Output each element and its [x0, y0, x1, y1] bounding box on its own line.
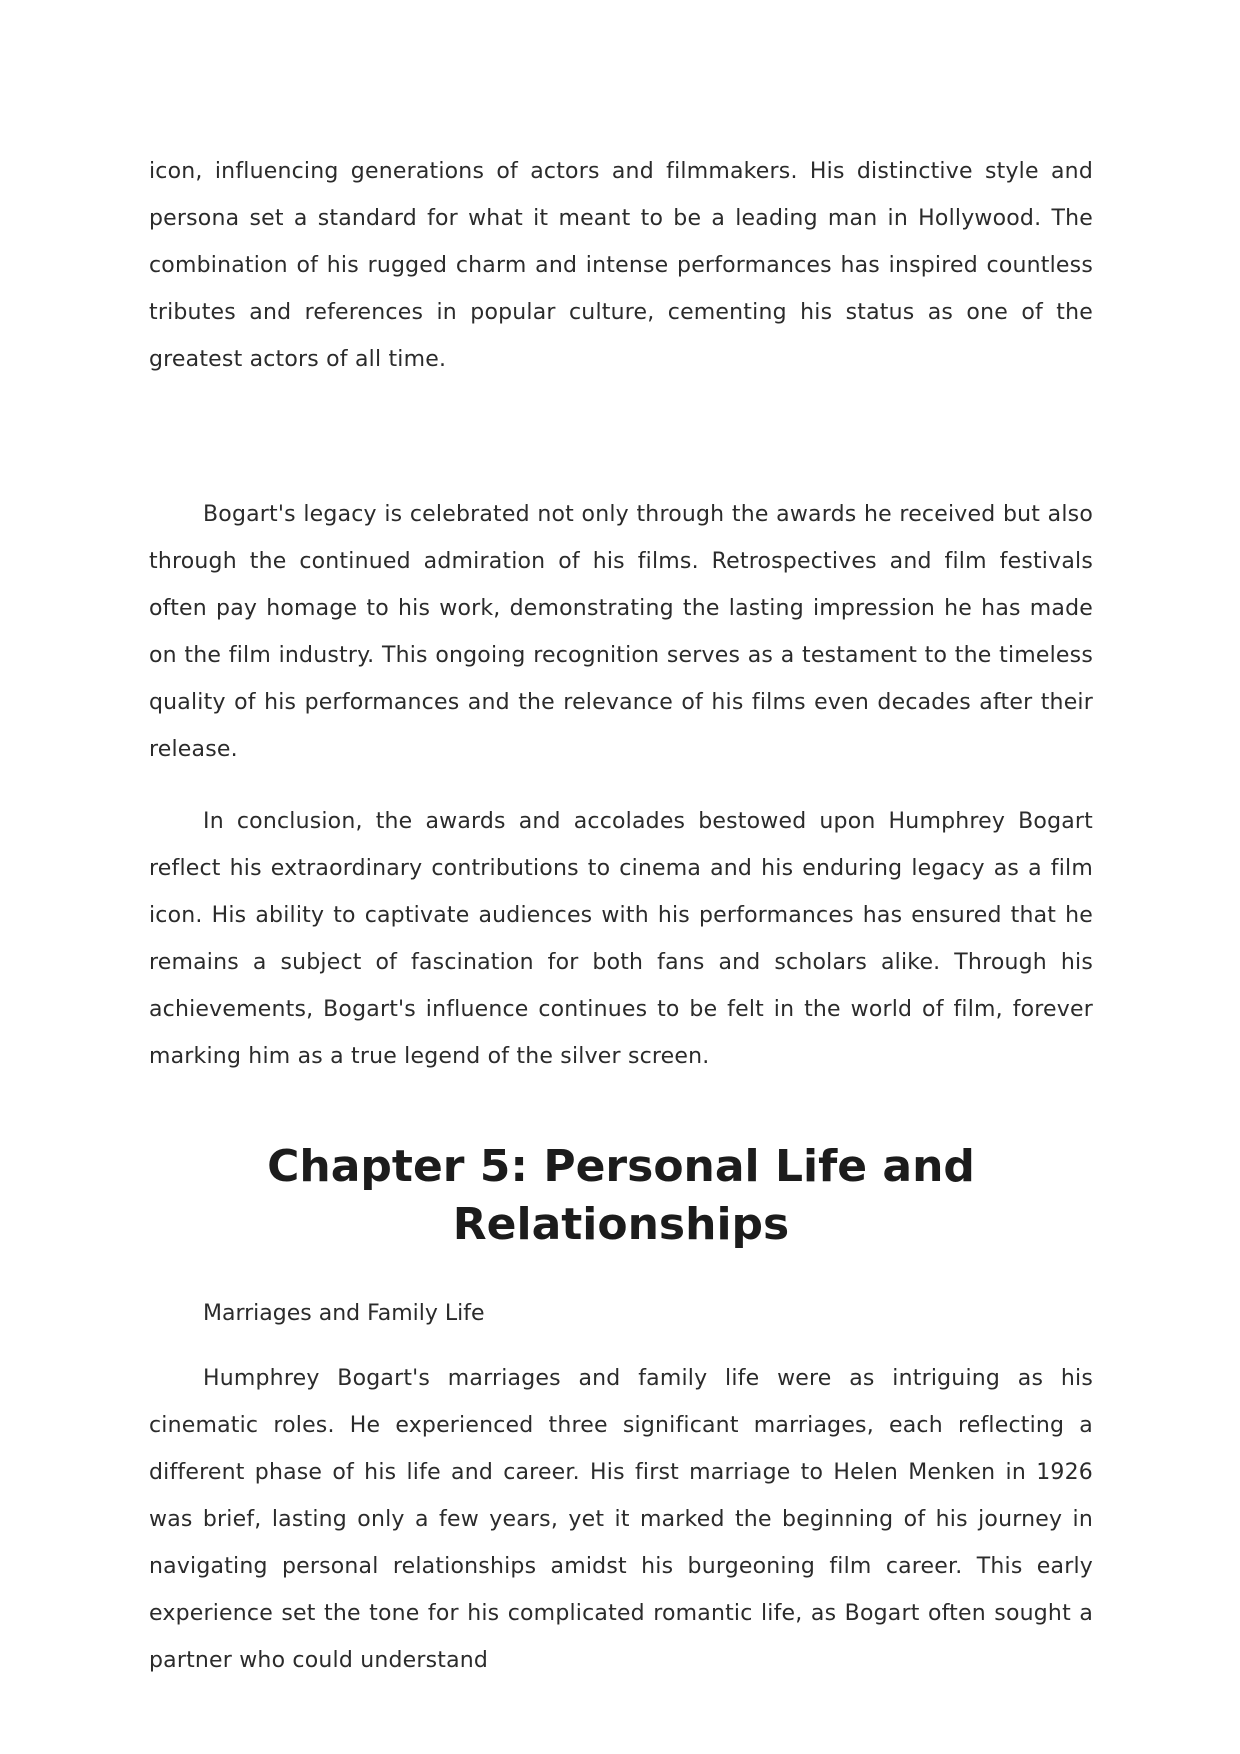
- body-paragraph-conclusion: In conclusion, the awards and accolades bestowed upon Humphrey Bogart reflect his extraordinary contributions to cinema and his enduring legacy as a film icon. His ability to captivate audiences with his performances has ensured that he remains a subject of fascination for both fans and scholars alike. Through his achievements, Bogart's influence continues to be felt in the world of film, forever marking him as a true legend of the silver screen.: [149, 809, 1093, 1069]
- document-page: [149, 148, 1093, 1684]
- paragraph-spacer: [149, 773, 1093, 798]
- body-paragraph-continuation: icon, influencing generations of actors and filmmakers. His distinctive style and persona set a standard for what it meant to be a leading man in Hollywood. The combination of his rugged charm and intense performances has inspired countless tributes and references in popular culture, cementing his status as one of the greatest actors of all time.: [149, 159, 1093, 372]
- body-paragraph-legacy: Bogart's legacy is celebrated not only through the awards he received but also through the continued admiration of his films. Retrospectives and film festivals often pay homage to his work, demonstrating the lasting impression he has made on the film industry. This ongoing recognition serves as a testament to the timeless quality of his performances and the relevance of his films even decades after their release.: [149, 502, 1093, 762]
- section-subheading: Marriages and Family Life: [203, 1301, 485, 1326]
- body-paragraph-marriages: Humphrey Bogart's marriages and family life were as intriguing as his cinematic roles. He experienced three significant marriages, each reflecting a different phase of his life and career. His first marriage to Helen Menken in 1926 was brief, lasting only a few years, yet it marked the beginning of his journey in navigating personal relationships amidst his burgeoning film career. This early experience set the tone for his complicated romantic life, as Bogart often sought a partner who could understand: [149, 1366, 1093, 1673]
- chapter-title: [149, 1138, 1093, 1254]
- chapter-title-line-2: Relationships: [452, 1199, 790, 1250]
- chapter-title-line-1: Chapter 5: Personal Life and: [267, 1141, 975, 1192]
- paragraph-spacer: [149, 383, 1093, 491]
